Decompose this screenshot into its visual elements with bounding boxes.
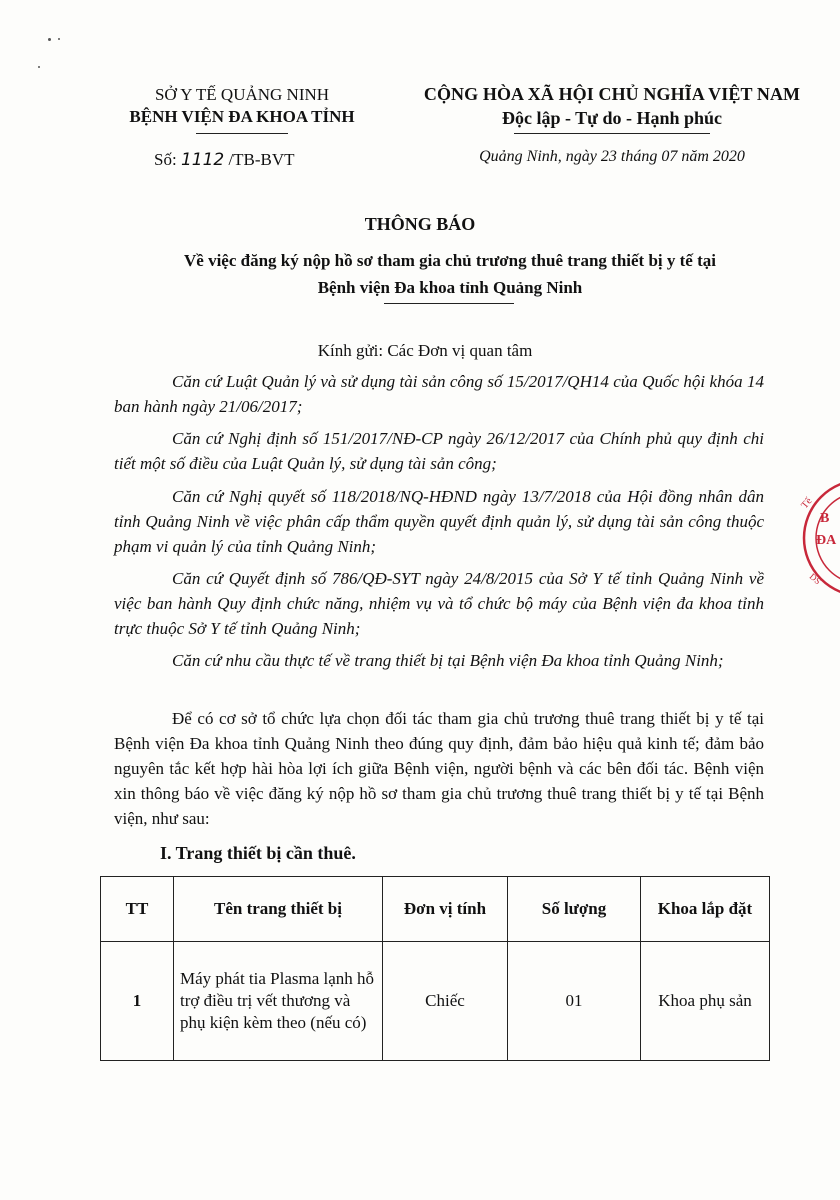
subtitle-underline [384, 303, 514, 304]
scan-speck [48, 38, 51, 41]
legal-basis-paragraph: Căn cứ Luật Quản lý và sử dụng tài sản công số 15/2017/QH14 của Quốc hội khóa 14 ban hành ngày 21/06/2017; [114, 372, 764, 416]
legal-basis-paragraph: Căn cứ Nghị định số 151/2017/NĐ-CP ngày 26/12/2017 của Chính phủ quy định chi tiết một số điều của Luật Quản lý, sử dụng tài sản công; [114, 429, 764, 473]
greeting: Kính gửi: Các Đơn vị quan tâm [317, 341, 533, 360]
doc-number-handwritten: 1112 [180, 150, 225, 170]
seal-text-2: ĐA [816, 533, 837, 548]
national-motto: Độc lập - Tự do - Hạnh phúc [501, 108, 723, 128]
equipment-table [100, 876, 770, 1061]
national-header [392, 82, 832, 166]
table-row [101, 942, 770, 1061]
cell-quantity: 01 [508, 942, 641, 1061]
place-date: Quảng Ninh, ngày 23 tháng 07 năm 2020 [479, 148, 745, 165]
cell-tt: 1 [101, 942, 174, 1061]
document-title: THÔNG BÁO [364, 214, 476, 234]
col-header-quantity: Số lượng [508, 877, 641, 942]
legal-basis-paragraph: Căn cứ Nghị quyết số 118/2018/NQ-HĐND ngày 13/7/2018 của Hội đồng nhân dân tỉnh Quảng Ninh về việc phân cấp thẩm quyền quyết định quản lý, sử dụng tài sản công thuộc phạm vi quản lý của tỉnh Quảng Ninh; [114, 487, 764, 556]
cell-unit: Chiếc [383, 942, 508, 1061]
col-header-tt: TT [101, 877, 174, 942]
col-header-equipment-name: Tên trang thiết bị [174, 877, 383, 942]
purpose-paragraph: Để có cơ sở tổ chức lựa chọn đối tác tham gia chủ trương thuê trang thiết bị y tế tại Bệnh viện Đa khoa tỉnh Quảng Ninh theo đúng quy định, đảm bảo hiệu quả kinh tế; đảm bảo nguyên tắc kết hợp hài hòa lợi ích giữa Bệnh viện, người bệnh và các bên đối tác. Bệnh viện xin thông báo về việc đăng ký nộp hồ sơ tham gia chủ trương thuê trang thiết bị y tế tại Bệnh viện, như sau: [114, 709, 764, 828]
subtitle-line-1: Về việc đăng ký nộp hồ sơ tham gia chủ trương thuê trang thiết bị y tế tại [184, 251, 716, 270]
cell-department: Khoa phụ sản [641, 942, 770, 1061]
hospital-name: BỆNH VIỆN ĐA KHOA TỈNH [129, 107, 355, 126]
seal-text-3: Tế [799, 495, 815, 511]
scan-speck [38, 66, 40, 68]
doc-number-label: Số: [154, 150, 177, 169]
department-name: SỞ Y TẾ QUẢNG NINH [154, 85, 330, 104]
document-number [92, 150, 392, 170]
subtitle-line-2: Bệnh viện Đa khoa tỉnh Quảng Ninh [317, 278, 583, 297]
cell-equipment-name: Máy phát tia Plasma lạnh hỗ trợ điều trị vết thương và phụ kiện kèm theo (nếu có) [174, 942, 383, 1061]
seal-text-1: B [820, 511, 830, 526]
section-heading: I. Trang thiết bị cần thuê. [160, 843, 356, 863]
table-header-row [101, 877, 770, 942]
scan-speck [58, 38, 60, 40]
motto-underline [514, 133, 710, 134]
legal-basis-paragraph: Căn cứ nhu cầu thực tế về trang thiết bị tại Bệnh viện Đa khoa tỉnh Quảng Ninh; [172, 651, 724, 670]
issuer-block [92, 84, 392, 170]
col-header-department: Khoa lắp đặt [641, 877, 770, 942]
nation-name: CỘNG HÒA XÃ HỘI CHỦ NGHĨA VIỆT NAM [423, 84, 801, 104]
col-header-unit: Đơn vị tính [383, 877, 508, 942]
seal-icon [796, 476, 840, 600]
doc-number-suffix: /TB-BVT [228, 150, 295, 169]
document-subtitle [120, 247, 780, 301]
seal-text-4: DS [807, 571, 823, 587]
issuer-underline [196, 133, 288, 134]
official-seal-fragment [796, 476, 840, 600]
legal-basis-paragraph: Căn cứ Quyết định số 786/QĐ-SYT ngày 24/8/2015 của Sở Y tế tỉnh Quảng Ninh về việc ban hành Quy định chức năng, nhiệm vụ và tổ chức bộ máy của Bệnh viện đa khoa tỉnh trực thuộc Sở Y tế tỉnh Quảng Ninh; [114, 569, 764, 638]
